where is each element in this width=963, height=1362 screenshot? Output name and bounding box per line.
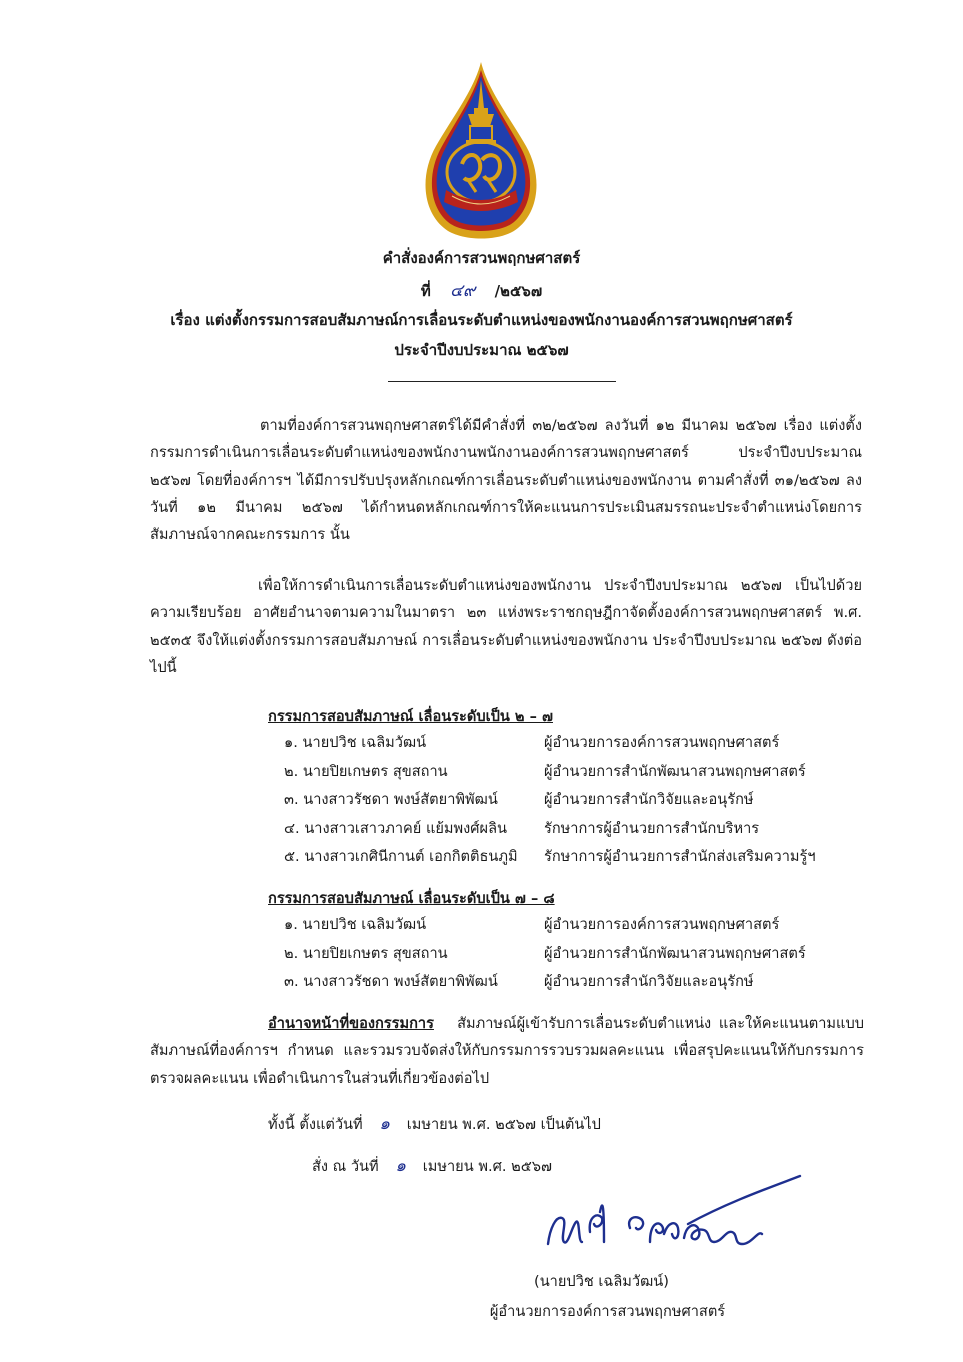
member-position: ผู้อำนวยการองค์การสวนพฤกษศาสตร์ [544, 734, 780, 751]
member-name: ๔. นางสาวเสาวภาคย์ แย้มพงศ์ผลิน [284, 820, 508, 837]
member-position: ผู้อำนวยการองค์การสวนพฤกษศาสตร์ [544, 916, 780, 933]
committee-1-member [284, 845, 864, 871]
ordered-date-line [312, 1152, 552, 1179]
paragraph-1 [150, 412, 862, 548]
duties-paragraph [150, 1010, 864, 1092]
member-position: รักษาการผู้อำนวยการสำนักบริหาร [544, 820, 760, 837]
member-name: ๒. นายปิยเกษตร สุขสถาน [284, 945, 448, 962]
member-name: ๕. นางสาวเกศินีกานต์ เอกกิตติธนภูมิ [284, 848, 518, 865]
ordered-prefix: สั่ง ณ วันที่ [312, 1158, 379, 1175]
paragraph-1-text: ตามที่องค์การสวนพฤกษศาสตร์ได้มีคำสั่งที่ ๓๒/๒๕๖๗ ลงวันที่ ๑๒ มีนาคม ๒๕๖๗ เรื่อง แต่งตั้งกรรมการดำเนินการเลื่อนระดับตำแหน่งของพนักงานพนักงานองค์การสวนพฤกษศาสตร์ ประจำปีงบประมาณ ๒๕๖๗ โดยที่องค์การฯ ได้มีการปรับปรุงหลักเกณฑ์การเลื่อนระดับตำแหน่งของพนักงาน ตามคำสั่งที่ ๓๑/๒๕๖๗ ลงวันที่ ๑๒ มีนาคม ๒๕๖๗ ได้กำหนดหลักเกณฑ์การให้คะแนนการประเมินสมรรถนะประจำตำแหน่งโดยการสัมภาษณ์จากคณะกรรมการ นั้น [150, 417, 862, 544]
signatory-name: (นายปวิช เฉลิมวัฒน์) [534, 1273, 669, 1290]
header-divider [388, 381, 616, 382]
committee-2-member [284, 942, 864, 968]
committee-2-title: กรรมการสอบสัมภาษณ์ เลื่อนระดับเป็น ๗ – ๘ [268, 890, 555, 907]
committee-1-member [284, 760, 864, 786]
committee-2-member [284, 970, 864, 996]
member-name: ๓. นางสาวรัชดา พงษ์สัตยาพิพัฒน์ [284, 973, 498, 990]
order-number-line [0, 277, 963, 304]
member-position: ผู้อำนวยการสำนักพัฒนาสวนพฤกษศาสตร์ [544, 763, 806, 780]
duties-text: สัมภาษณ์ผู้เข้ารับการเลื่อนระดับตำแหน่ง และให้คะแนนตามแบบสัมภาษณ์ที่องค์การฯ กำหนด และรวมรวบจัดส่งให้กับกรรมการรวบรวมผลคะแนน เพื่อสรุปคะแนนให้กับกรรมการตรวจผลคะแนน เพื่อดำเนินการในส่วนที่เกี่ยวข้องต่อไป [150, 1015, 864, 1087]
ordered-day: ๑ [395, 1156, 407, 1176]
subject-line-1: เรื่อง แต่งตั้งกรรมการสอบสัมภาษณ์การเลื่อนระดับตำแหน่งของพนักงานองค์การสวนพฤกษศาสตร์ [170, 311, 793, 329]
committee-1-member [284, 788, 864, 814]
order-year: /๒๕๖๗ [494, 282, 543, 300]
member-name: ๑. นายปวิช เฉลิมวัฒน์ [284, 734, 427, 751]
member-position: รักษาการผู้อำนวยการสำนักส่งเสริมความรู้ฯ [544, 848, 816, 865]
member-position: ผู้อำนวยการสำนักวิจัยและอนุรักษ์ [544, 973, 754, 990]
committee-2-member [284, 913, 864, 939]
committee-1-title: กรรมการสอบสัมภาษณ์ เลื่อนระดับเป็น ๒ – ๗ [268, 708, 553, 725]
member-name: ๓. นางสาวรัชดา พงษ์สัตยาพิพัฒน์ [284, 791, 498, 808]
subject-line-2: ประจำปีงบประมาณ ๒๕๖๗ [394, 341, 569, 359]
handwritten-signature-icon [538, 1172, 808, 1262]
signatory-position: ผู้อำนวยการองค์การสวนพฤกษศาสตร์ [489, 1303, 726, 1320]
committee-1-member [284, 817, 864, 843]
effective-date-line [268, 1110, 601, 1137]
member-name: ๑. นายปวิช เฉลิมวัฒน์ [284, 916, 427, 933]
duties-label: อำนาจหน้าที่ของกรรมการ [268, 1015, 434, 1032]
order-prefix: ที่ [420, 282, 431, 300]
effective-prefix: ทั้งนี้ ตั้งแต่วันที่ [268, 1116, 363, 1133]
organization-logo-icon [418, 60, 544, 246]
member-name: ๒. นายปิยเกษตร สุขสถาน [284, 763, 448, 780]
paragraph-2 [150, 572, 862, 681]
order-number: ๔๙ [450, 281, 476, 301]
effective-suffix: เมษายน พ.ศ. ๒๕๖๗ เป็นต้นไป [406, 1116, 601, 1133]
member-position: ผู้อำนวยการสำนักพัฒนาสวนพฤกษศาสตร์ [544, 945, 806, 962]
committee-1-member [284, 731, 864, 757]
ordered-suffix: เมษายน พ.ศ. ๒๕๖๗ [422, 1158, 553, 1175]
effective-day: ๑ [379, 1114, 391, 1134]
member-position: ผู้อำนวยการสำนักวิจัยและอนุรักษ์ [544, 791, 754, 808]
paragraph-2-text: เพื่อให้การดำเนินการเลื่อนระดับตำแหน่งของพนักงาน ประจำปีงบประมาณ ๒๕๖๗ เป็นไปด้วยความเรียบร้อย อาศัยอำนาจตามความในมาตรา ๒๓ แห่งพระราชกฤษฎีกาจัดตั้งองค์การสวนพฤกษศาสตร์ พ.ศ. ๒๕๓๕ จึงให้แต่งตั้งกรรมการสอบสัมภาษณ์ การเลื่อนระดับตำแหน่งของพนักงาน ประจำปีงบประมาณ ๒๕๖๗ ดังต่อไปนี้ [150, 577, 862, 676]
order-title: คำสั่งองค์การสวนพฤกษศาสตร์ [382, 249, 581, 267]
